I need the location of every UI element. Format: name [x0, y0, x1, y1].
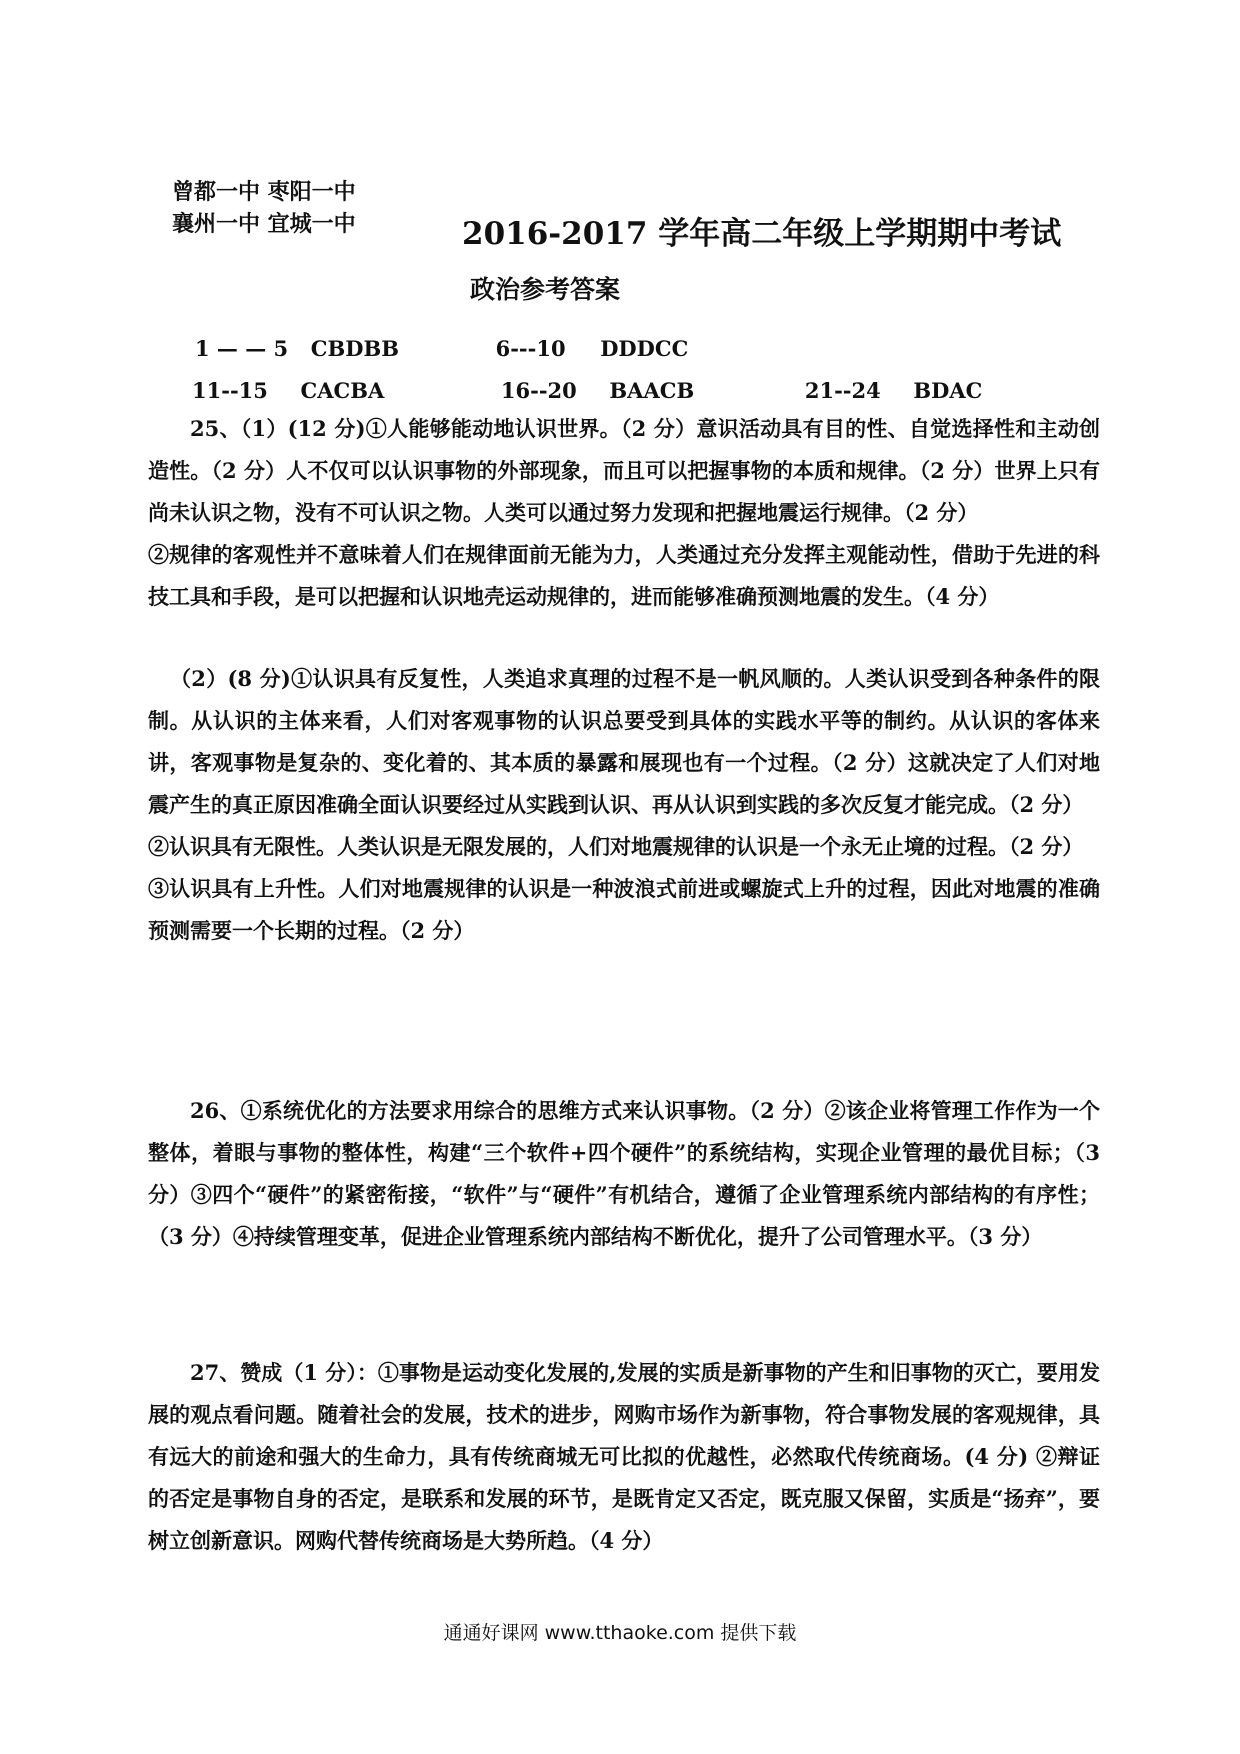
- answer-paragraph: ③认识具有上升性。人们对地震规律的认识是一种波浪式前进或螺旋式上升的过程，因此对地震的准确预测需要一个长期的过程。（2 分）: [148, 876, 1100, 943]
- school-names-line1: 曾都一中 枣阳一中: [172, 179, 356, 205]
- answer-letters: BDAC: [913, 378, 983, 403]
- school-names: [172, 176, 356, 240]
- question-26: [148, 1090, 1100, 1258]
- answer-range: 11--15: [192, 378, 268, 403]
- answer-paragraph: ②认识具有无限性。人类认识是无限发展的，人们对地震规律的认识是一个永无止境的过程。（2 分）: [148, 834, 1084, 859]
- answer-paragraph: （2）(8 分)①认识具有反复性，人类追求真理的过程不是一帆风顺的。人类认识受到各种条件的限制。从认识的主体来看，人们对客观事物的认识总要受到具体的实践水平等的制约。从认识的客体来讲，客观事物是复杂的、变化着的、其本质的暴露和展现也有一个过程。（2 分）这就决定了人们对地震产生的真正原因准确全面认识要经过从实践到认识、再从认识到实践的多次反复才能完成。（2 分）: [148, 666, 1100, 817]
- answer-paragraph: 26、①系统优化的方法要求用综合的思维方式来认识事物。（2 分）②该企业将管理工作作为一个整体，着眼与事物的整体性，构建“三个软件+四个硬件”的系统结构，实现企业管理的最优目标；（3 分）③四个“硬件”的紧密衔接，“软件”与“硬件”有机结合，遵循了企业管理系统内部结构的有序性；（3 分）④持续管理变革，促进企业管理系统内部结构不断优化，提升了公司管理水平。（3 分）: [148, 1098, 1100, 1249]
- answer-letters: CACBA: [300, 378, 385, 403]
- answer-paragraph: 25、（1）(12 分)①人能够能动地认识世界。（2 分）意识活动具有目的性、自觉选择性和主动创造性。（2 分）人不仅可以认识事物的外部现象，而且可以把握事物的本质和规律。（2 分）世界上只有尚未认识之物，没有不可认识之物。人类可以通过努力发现和把握地震运行规律。（2 分）: [148, 416, 1100, 525]
- answer-letters: CBDBB: [310, 336, 399, 361]
- question-27: [148, 1352, 1100, 1562]
- exam-subtitle: 政治参考答案: [470, 275, 621, 304]
- answer-range: 6---10: [495, 336, 566, 361]
- answer-range: 21--24: [804, 378, 881, 403]
- answer-paragraph: ②规律的客观性并不意味着人们在规律面前无能为力，人类通过充分发挥主观能动性，借助于先进的科技工具和手段，是可以把握和认识地壳运动规律的，进而能够准确预测地震的发生。（4 分）: [148, 542, 1100, 609]
- answer-letters: DDDCC: [600, 336, 689, 361]
- question-25-part-1: [148, 408, 1100, 618]
- answer-letters: BAACB: [609, 378, 695, 403]
- exam-title: 2016-2017 学年高二年级上学期期中考试: [462, 216, 1062, 252]
- answer-paragraph: 27、赞成（1 分）：①事物是运动变化发展的,发展的实质是新事物的产生和旧事物的灭亡，要用发展的观点看问题。随着社会的发展，技术的进步，网购市场作为新事物，符合事物发展的客观规律，具有远大的前途和强大的生命力，具有传统商城无可比拟的优越性，必然取代传统商场。(4 分) ②辩证的否定是事物自身的否定，是联系和发展的环节，是既肯定又否定，既克服又保留，实质是“扬弃”，要树立创新意识。网购代替传统商场是大势所趋。（4 分）: [148, 1360, 1100, 1553]
- answer-range: 16--20: [500, 378, 577, 403]
- question-25-part-2: [148, 658, 1100, 952]
- download-footer: 通通好课网 www.tthaoke.com 提供下载: [443, 1622, 797, 1644]
- school-names-line2: 襄州一中 宜城一中: [172, 211, 356, 237]
- choice-answers-row-2: [192, 378, 982, 403]
- answer-range: 1 — — 5: [195, 336, 289, 361]
- choice-answers-row-1: [195, 336, 688, 361]
